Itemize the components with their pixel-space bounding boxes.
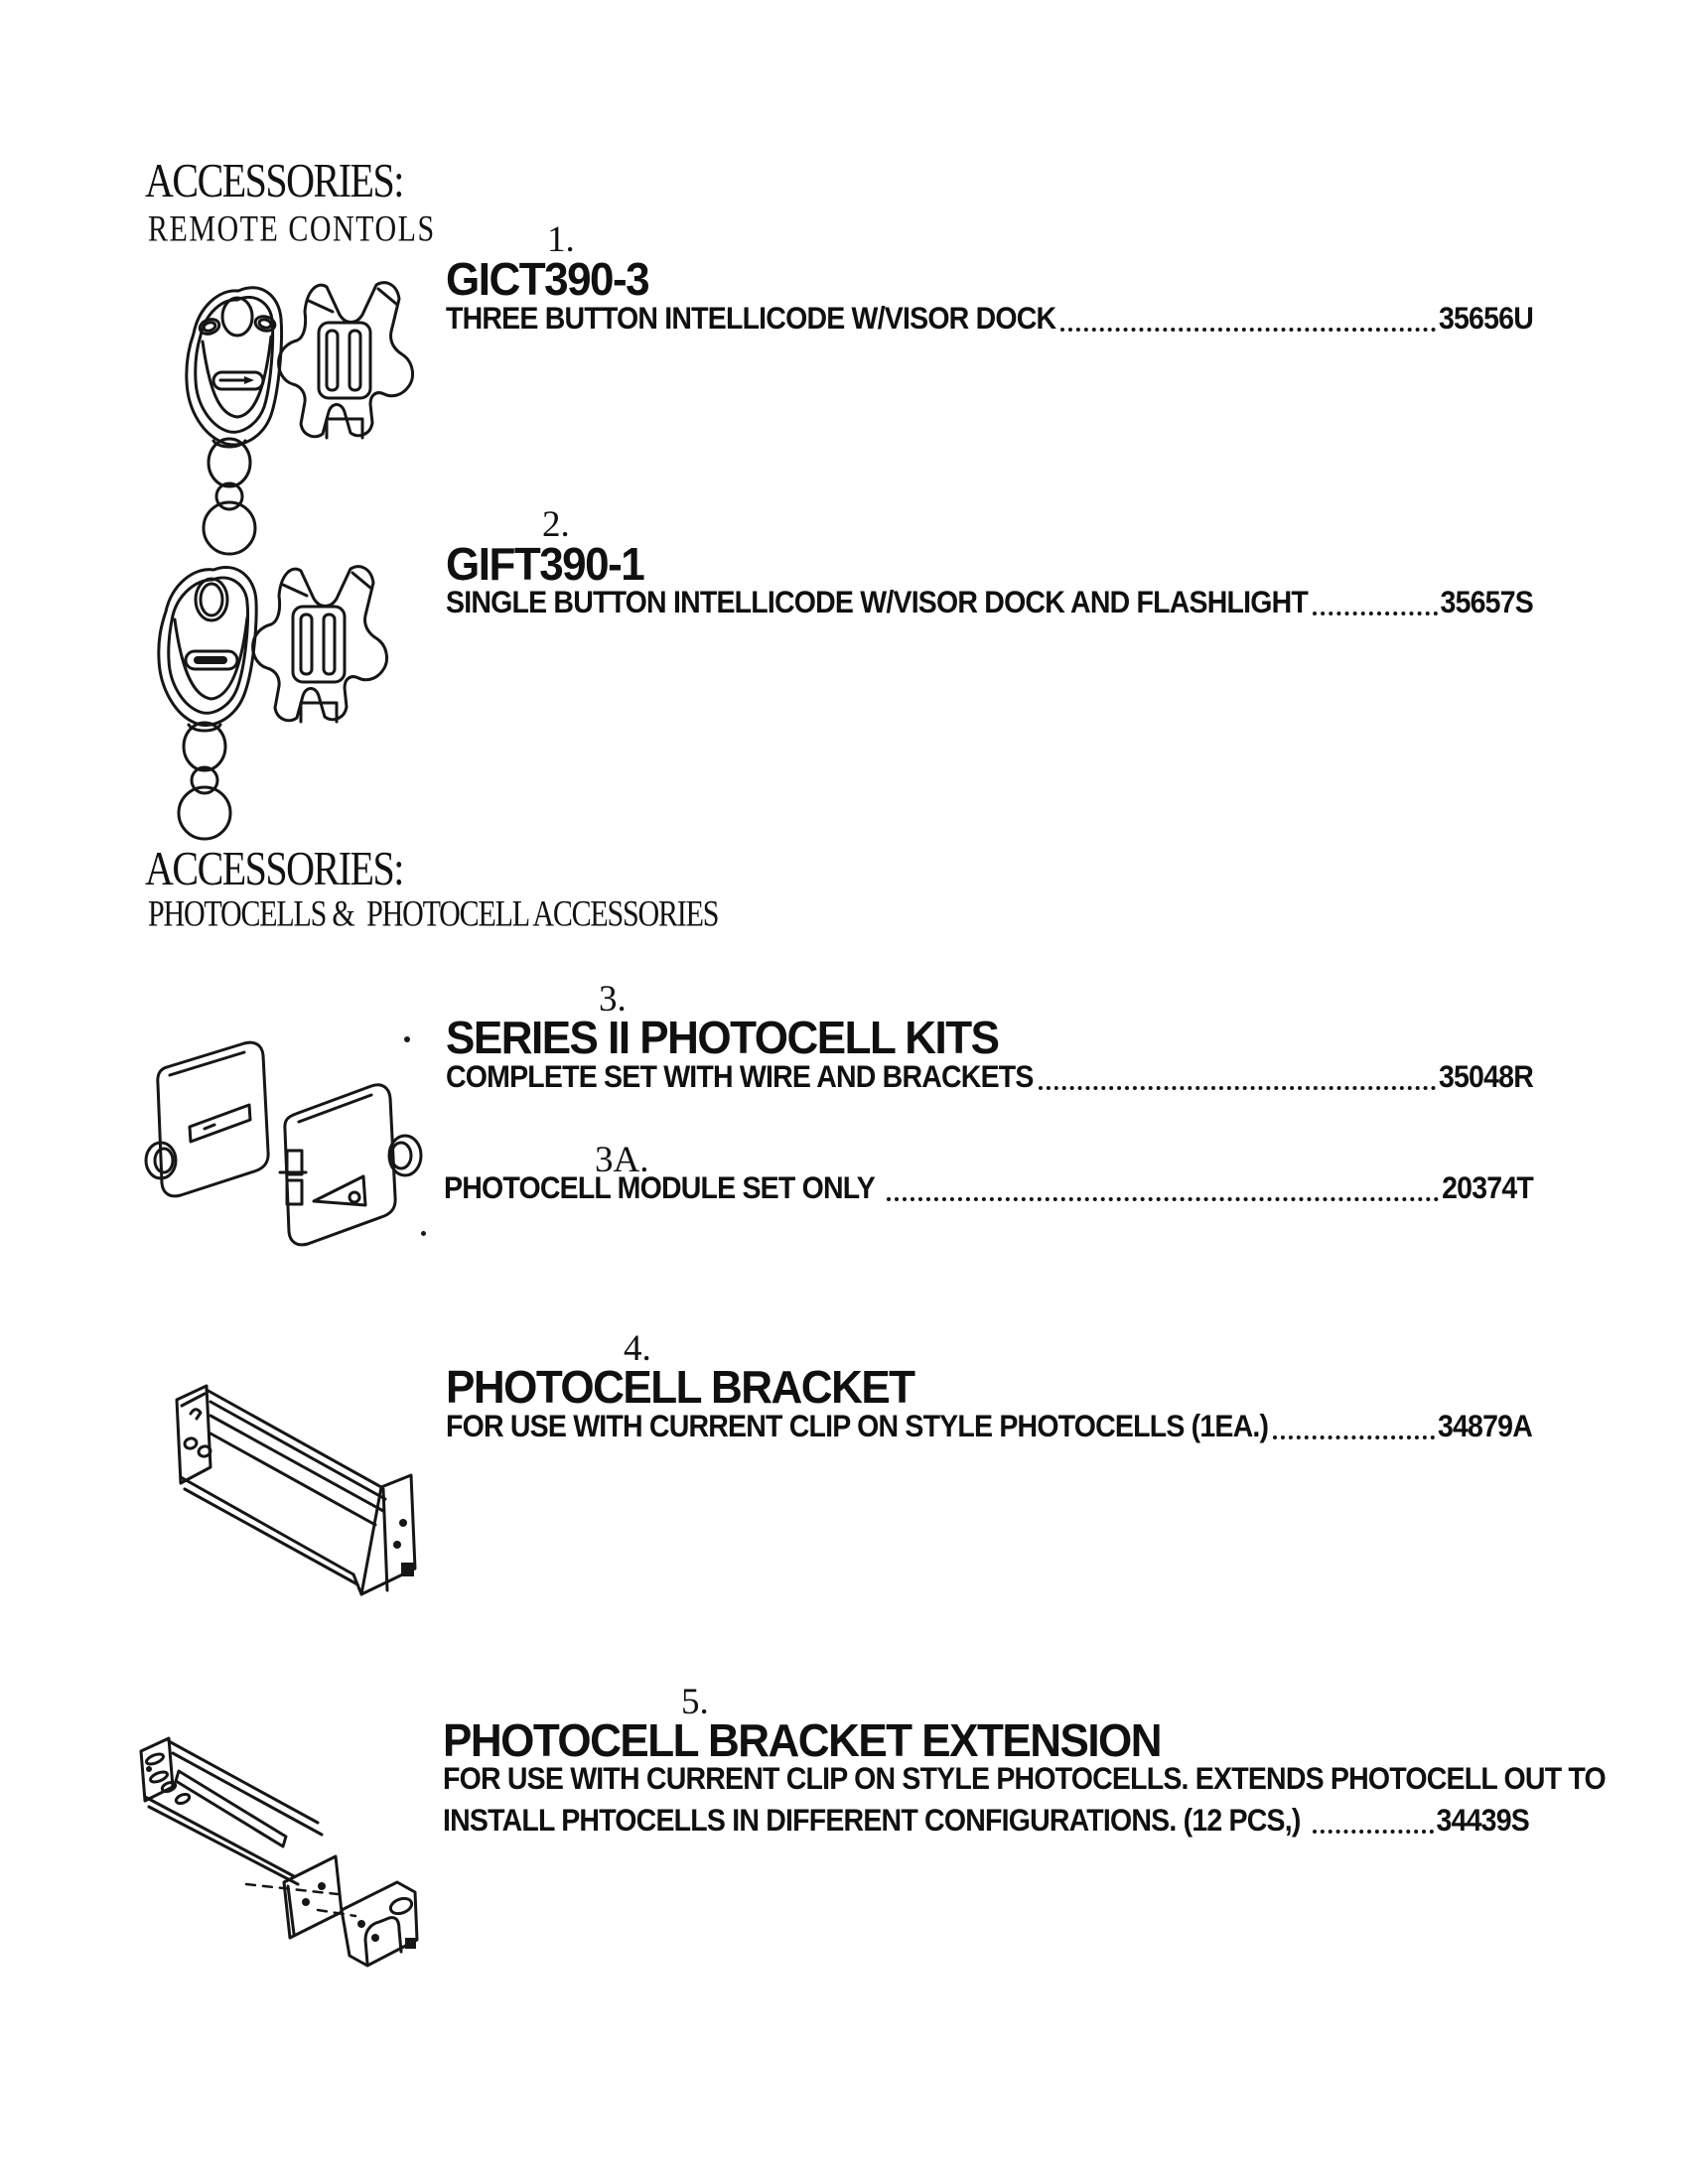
item-number-3a: 3A.: [595, 1140, 649, 1180]
dot-leader: [1039, 1086, 1436, 1090]
item-description: SINGLE BUTTON INTELLICODE W/VISOR DOCK AND FLASHLIGHT: [446, 585, 1309, 620]
item-description: PHOTOCELL MODULE SET ONLY: [444, 1170, 882, 1206]
dot-leader: [1060, 328, 1436, 332]
model-name-gict390-3: GICT390-3: [446, 254, 649, 306]
item-number-3: 3.: [599, 979, 627, 1020]
part-number: 34879A: [1437, 1409, 1532, 1444]
model-name-photocell-bracket-extension: PHOTOCELL BRACKET EXTENSION: [443, 1715, 1162, 1767]
remote-single-button-illustration: [151, 554, 394, 844]
item-description: THREE BUTTON INTELLICODE W/VISOR DOCK: [446, 301, 1056, 337]
section-title-remotes: ACCESSORIES:: [145, 153, 403, 208]
dot-leader: [1273, 1435, 1435, 1439]
part-number: 20374T: [1442, 1170, 1533, 1206]
item-description-line2: INSTALL PHTOCELLS IN DIFFERENT CONFIGURATIONS. (12 PCS,): [443, 1803, 1308, 1839]
item-description-line1: FOR USE WITH CURRENT CLIP ON STYLE PHOTOCELLS. EXTENDS PHOTOCELL OUT TO: [443, 1761, 1606, 1797]
dot-leader: [887, 1197, 1440, 1201]
item-number-2: 2.: [542, 504, 570, 545]
remote-three-button-illustration: [177, 274, 420, 557]
item-number-5: 5.: [681, 1682, 709, 1722]
photocell-bracket-extension-illustration: [107, 1725, 440, 1993]
catalog-row-1: [446, 300, 1533, 338]
catalog-row-5: [443, 1802, 1529, 1840]
model-name-series-ii-photocell-kits: SERIES II PHOTOCELL KITS: [446, 1013, 999, 1064]
dot-leader: [1313, 612, 1438, 615]
part-number: 34439S: [1436, 1803, 1529, 1839]
section-subtitle-remotes: REMOTE CONTOLS: [148, 209, 436, 250]
item-description: COMPLETE SET WITH WIRE AND BRACKETS: [446, 1059, 1034, 1095]
section-title-photocells: ACCESSORIES:: [145, 841, 403, 896]
part-number: 35657S: [1440, 585, 1533, 620]
catalog-row-3a: [444, 1169, 1533, 1207]
catalog-row-2: [446, 584, 1533, 621]
catalog-row-4: [446, 1408, 1532, 1445]
model-name-photocell-bracket: PHOTOCELL BRACKET: [446, 1362, 914, 1414]
part-number: 35656U: [1438, 301, 1533, 337]
dot-leader: [1313, 1830, 1434, 1834]
photocell-kit-illustration: [117, 1034, 437, 1271]
part-number: 35048R: [1438, 1059, 1533, 1095]
catalog-row-3: [446, 1058, 1533, 1096]
photocell-bracket-illustration: [147, 1378, 435, 1634]
item-number-4: 4.: [624, 1328, 651, 1369]
item-description: FOR USE WITH CURRENT CLIP ON STYLE PHOTOCELLS (1EA.): [446, 1409, 1269, 1444]
item-number-1: 1.: [547, 219, 575, 260]
section-subtitle-photocells: PHOTOCELLS & PHOTOCELL ACCESSORIES: [148, 894, 719, 935]
model-name-gift390-1: GIFT390-1: [446, 539, 644, 591]
